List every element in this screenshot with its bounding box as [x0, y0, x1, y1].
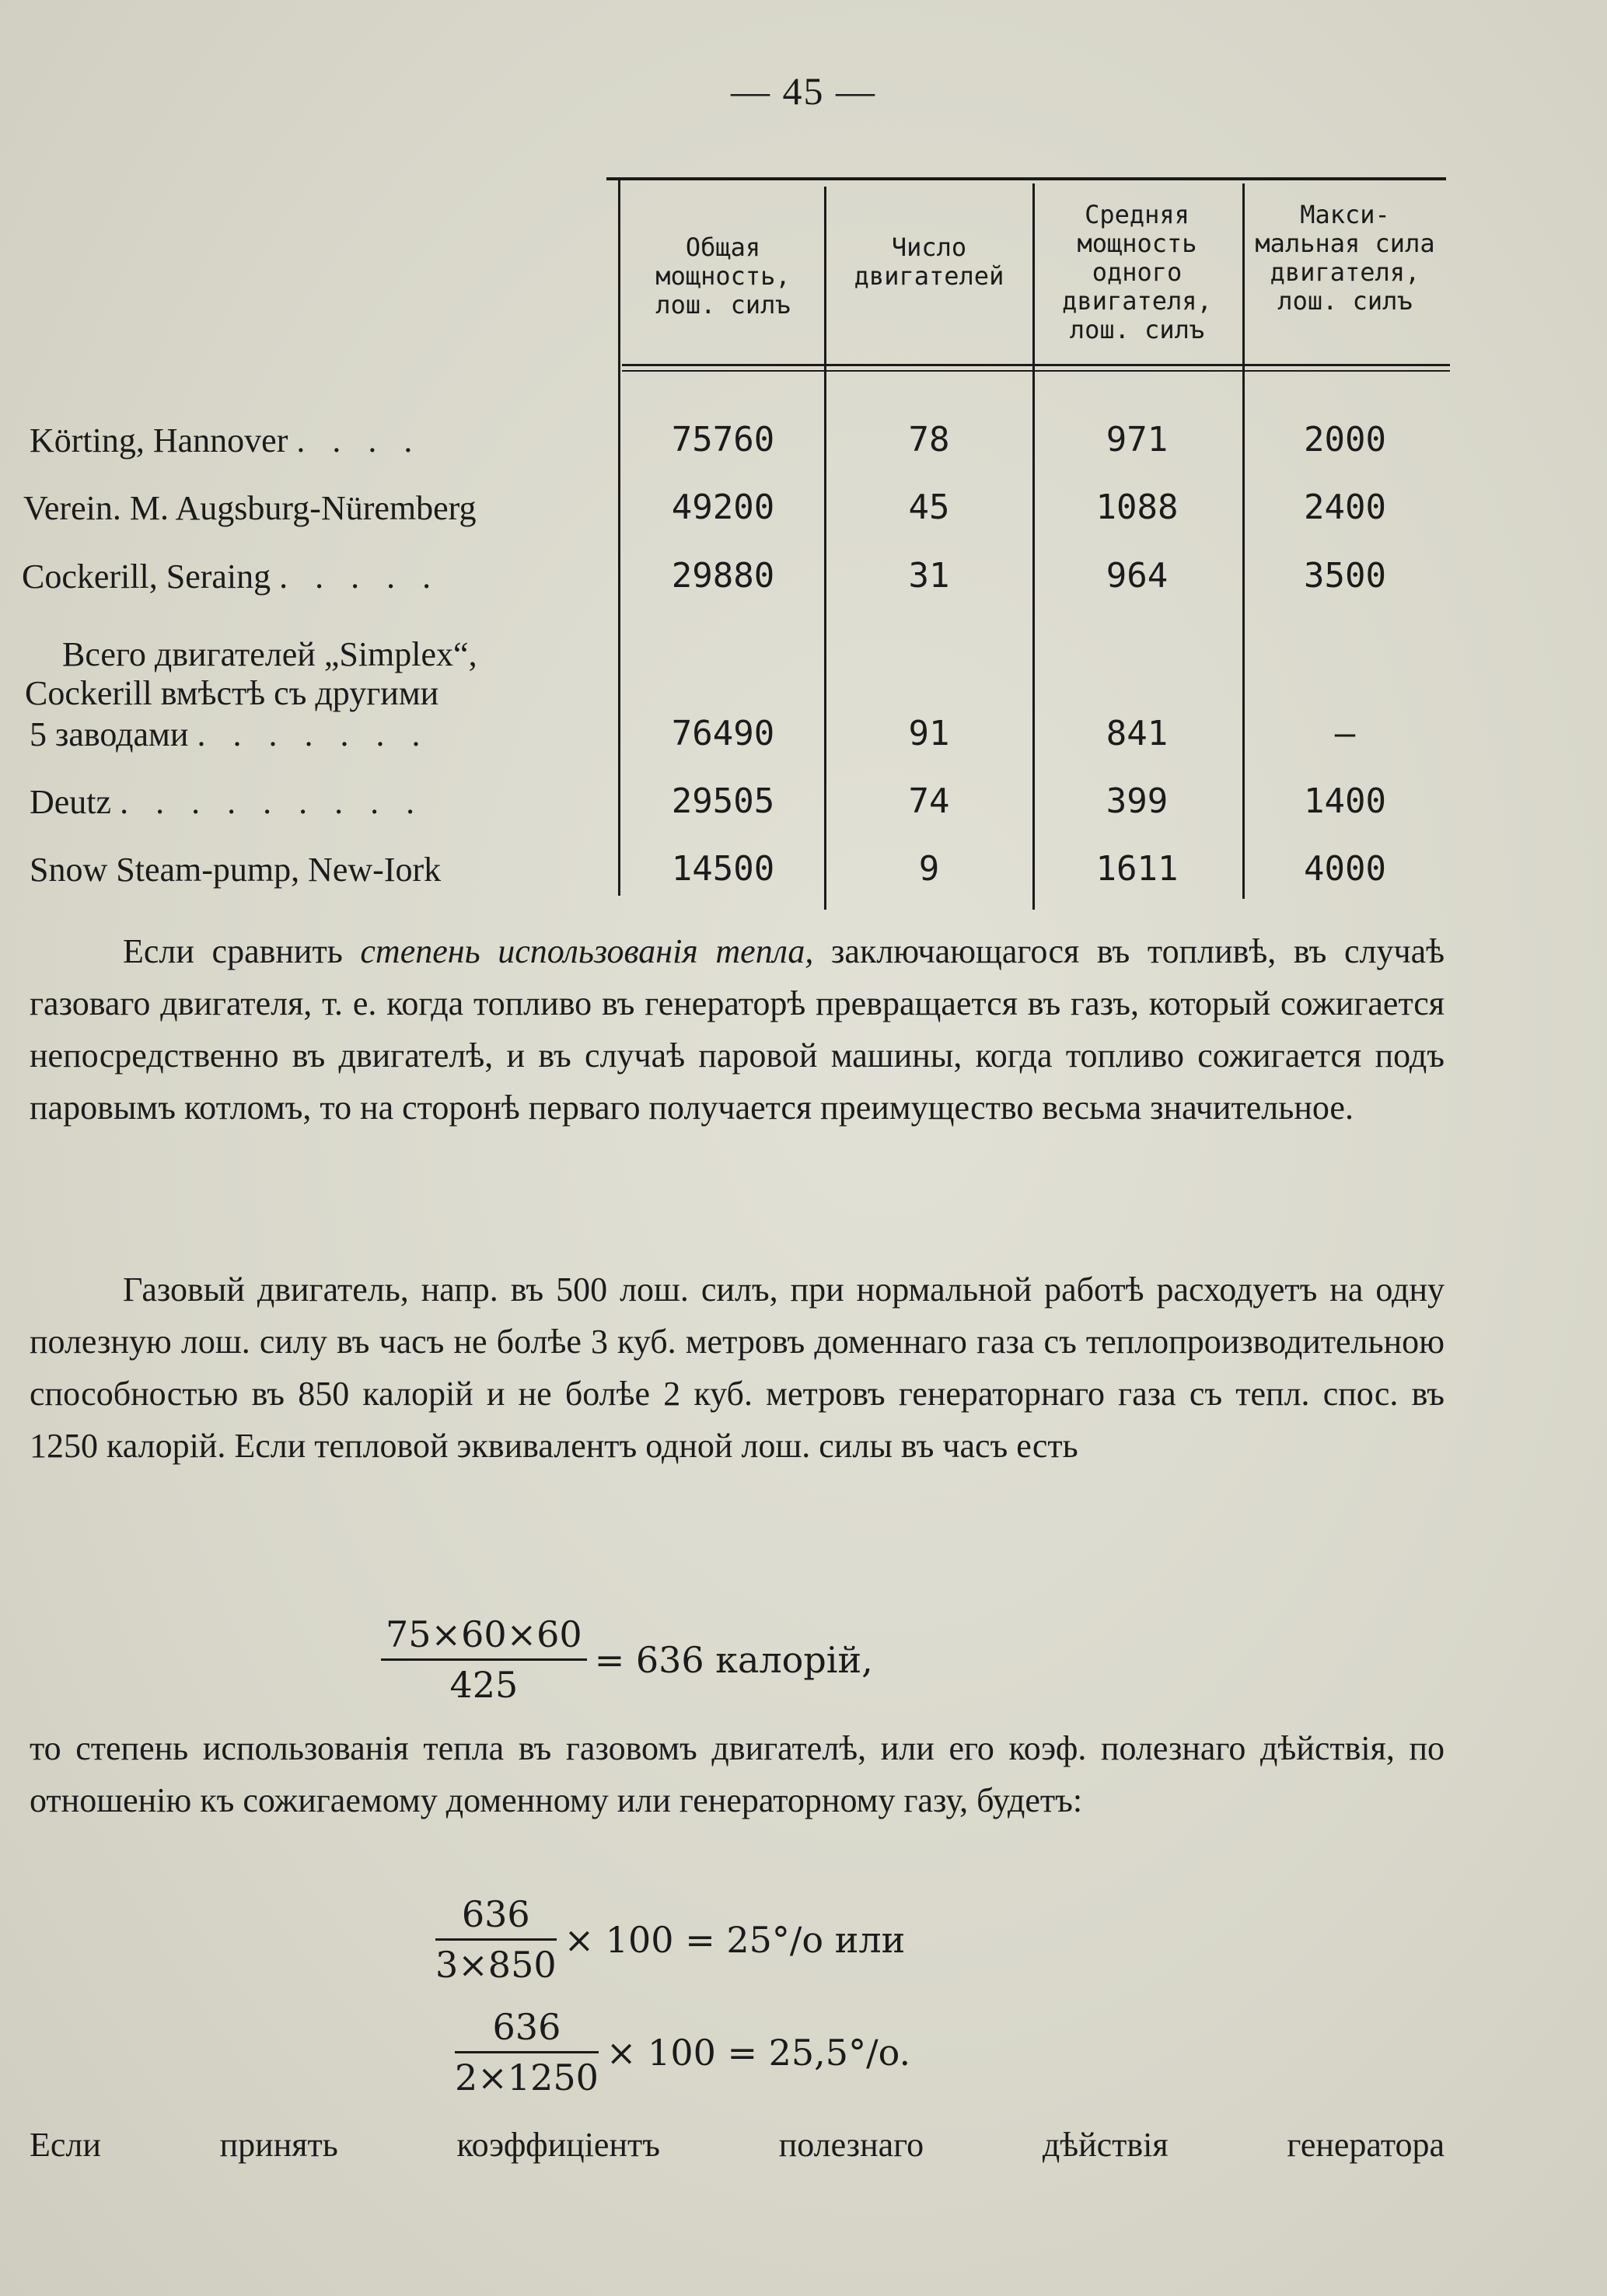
cell-total: 14500 [671, 849, 775, 889]
fraction-denominator: 3×850 [435, 1944, 557, 1986]
table-col-divider [1242, 183, 1245, 899]
row-name-text: 5 заводами [30, 715, 189, 753]
row-name-text: Verein. M. Augsburg-Nüremberg [23, 489, 477, 527]
cell-count: 31 [908, 556, 950, 596]
fraction-numerator: 636 [455, 2006, 599, 2053]
formula-result: × 100 = 25°/o или [564, 1918, 906, 1961]
paragraph-2: Газовый двигатель, напр. въ 500 лош. силъ, при нормальной работѣ расходуетъ на одну полезную лош. силу въ часъ не болѣе 3 куб. метровъ доменнаго газа съ теплопроизводительною способностью въ 850 калорій и не болѣе 2 куб. метровъ генераторнаго газа съ тепл. спос. въ 1250 калорій. Если тепловой эквивалентъ одной лош. силы въ часъ есть [30, 1270, 1445, 1465]
cell-total: 76490 [671, 714, 775, 753]
table-top-rule [606, 177, 1446, 180]
table-header-count: Число двигателей [854, 232, 1004, 291]
para1-italic: степень использованія тепла, [360, 932, 814, 970]
para1-text-b: заключающагося въ топливѣ, въ случаѣ газоваго двигателя, т. е. когда топливо въ генераторѣ превращается въ газъ, который сожигается непосредственно въ двигателѣ, и въ случаѣ паровой машины, когда топливо сожигается подъ паровымъ котломъ, то на сторонѣ перваго получается преимущество весьма значительное. [30, 932, 1445, 1127]
cell-count: 9 [918, 849, 940, 889]
leader-dots: . . . . . . . . . [120, 783, 424, 821]
formula-generator-gas [455, 2006, 910, 2099]
table-row-name: Cockerill вмѣстѣ съ другими [25, 674, 439, 712]
table-row-name [22, 556, 440, 598]
cell-avg: 971 [1106, 420, 1169, 460]
table-row-name [23, 488, 477, 529]
table-row-name [30, 714, 429, 756]
fraction-numerator: 636 [435, 1893, 557, 1941]
table-col-divider [824, 187, 826, 910]
fraction-numerator: 75×60×60 [381, 1613, 587, 1661]
cell-count: 78 [908, 420, 950, 460]
leader-dots: . . . . [296, 421, 422, 460]
table-row-name: Всего двигателей „Simplex“, [62, 635, 477, 673]
cell-count: 91 [908, 714, 950, 753]
fraction-denominator: 425 [449, 1664, 519, 1706]
cell-avg: 1088 [1095, 488, 1179, 527]
fraction [455, 2006, 599, 2099]
table-row-name [30, 781, 424, 823]
row-name-text: Deutz [30, 783, 112, 821]
formula-blast-furnace-gas [435, 1893, 905, 1986]
cell-max: — [1334, 714, 1356, 753]
paragraph-1 [30, 925, 1445, 1134]
table-header-max: Макси-мальная сила двигателя, лош. силъ [1255, 200, 1435, 316]
table-header-avg: Средняя мощность одного двигателя, лош. силъ [1062, 200, 1212, 344]
leader-dots: . . . . . [279, 557, 441, 596]
cell-max: 4000 [1304, 849, 1386, 889]
fraction [435, 1893, 557, 1986]
para1-text-a: Если сравнить [123, 932, 361, 970]
table-col-divider [618, 180, 620, 896]
table-header-rule-2 [622, 370, 1450, 372]
formula-horsepower-calories [381, 1613, 873, 1706]
row-name-text: Cockerill, Seraing [22, 557, 271, 596]
fraction-denominator: 2×1250 [455, 2057, 599, 2099]
formula-result: = 636 калорій, [594, 1638, 873, 1681]
cell-max: 3500 [1304, 556, 1386, 596]
table-header-rule [622, 364, 1450, 366]
cell-total: 29505 [671, 781, 775, 821]
cell-count: 74 [908, 781, 950, 821]
cell-total: 49200 [671, 488, 775, 527]
page-number: — 45 — [731, 69, 876, 113]
cell-max: 2400 [1304, 488, 1386, 527]
cell-total: 29880 [671, 556, 775, 596]
table-row-name [30, 849, 441, 891]
paragraph-3: то степень использованія тепла въ газовомъ двигателѣ, или его коэф. полезнаго дѣйствія, по отношенію къ сожигаемому доменному или генераторному газу, будетъ: [30, 1729, 1445, 1819]
row-name-text: Snow Steam-pump, New-Iork [30, 851, 442, 889]
cell-avg: 841 [1106, 714, 1169, 753]
table-header-total: Общая мощность, лош. силъ [655, 232, 791, 320]
leader-dots: . . . . . . . [197, 715, 430, 753]
cell-total: 75760 [671, 420, 775, 460]
row-name-text: Körting, Hannover [30, 421, 288, 460]
fraction [381, 1613, 587, 1706]
cell-max: 1400 [1304, 781, 1386, 821]
cell-count: 45 [908, 488, 950, 527]
formula-result: × 100 = 25,5°/o. [606, 2031, 911, 2074]
table-col-divider [1032, 183, 1035, 910]
table-row-name [30, 420, 421, 462]
cell-avg: 1611 [1095, 849, 1179, 889]
cell-avg: 399 [1106, 781, 1169, 821]
cell-max: 2000 [1304, 420, 1386, 460]
paragraph-4: Если принять коэффиціентъ полезнаго дѣйствія генератора [30, 2126, 1445, 2164]
cell-avg: 964 [1106, 556, 1169, 596]
